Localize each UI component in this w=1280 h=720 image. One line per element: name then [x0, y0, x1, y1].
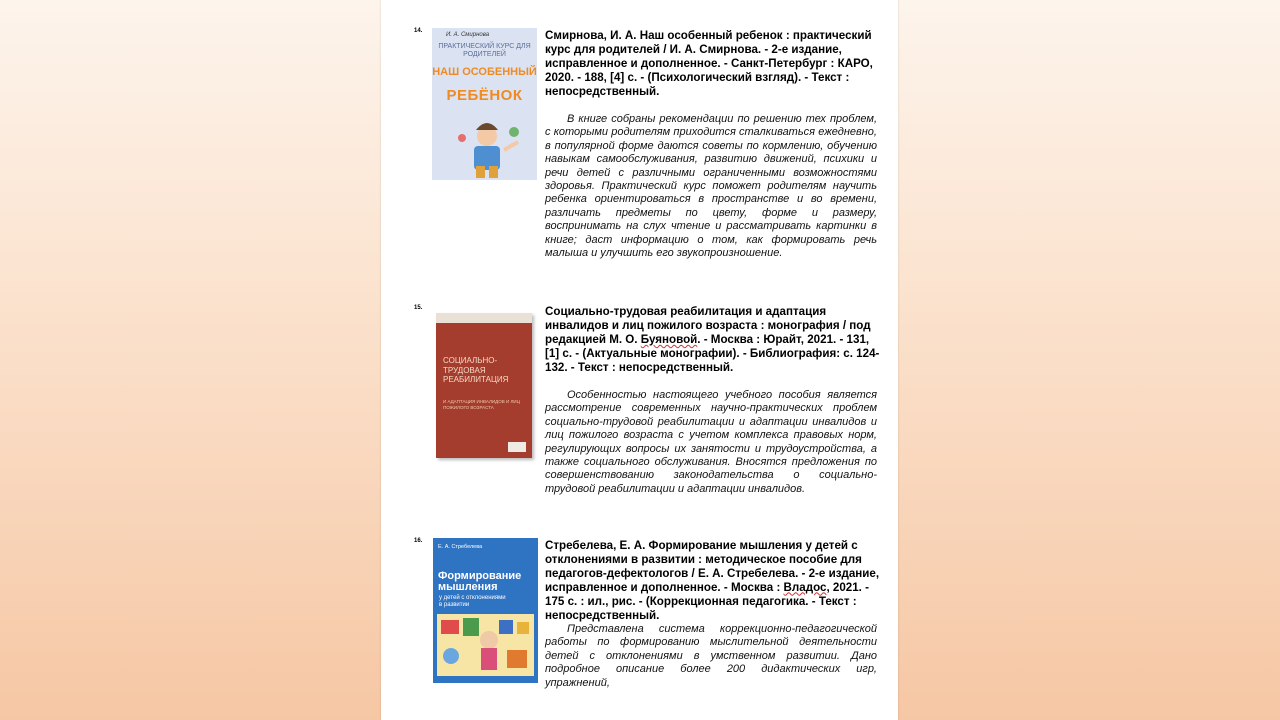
publisher-logo-icon: [508, 442, 526, 452]
cover-author: И. А. Смирнова: [446, 32, 490, 38]
cover-subtitle: ПРАКТИЧЕСКИЙ КУРС ДЛЯ РОДИТЕЛЕЙ: [438, 43, 531, 58]
annotation-text: [545, 113, 877, 260]
entry-number: 14.: [414, 28, 423, 34]
spellcheck-marked-word: Буяновой: [640, 332, 698, 346]
child-illustration-icon: [432, 28, 537, 180]
citation-part: . - Москва : Юрайт, 2021. - 131, [1] с. - (Актуальные монографии). - Библиография: с. 124-132. - Текст : непосредственный.: [545, 332, 880, 374]
cover-title: СОЦИАЛЬНО-ТРУДОВАЯ РЕАБИЛИТАЦИЯ: [443, 356, 509, 384]
cover-band: [436, 313, 532, 323]
cover-subtitle: у детей с отклонениями в развитии: [439, 595, 506, 608]
citation-text: [545, 305, 885, 375]
annotation-body: Представлена система коррекционно-педагогической работы по формированию мыслительной деятельности детей с отклонениями в умственном развитии. Дано подробное описание более 200 дидактических игр, упражнений,: [545, 623, 877, 689]
annotation-body: Особенностью настоящего учебного пособия является рассмотрение современных научно-практических проблем социально-трудовой реабилитации и адаптации инвалидов и лиц пожилого возраста с учетом комплекса правовых норм, регулирующих вопросы их занятости и трудоустройства, а также социального обслуживания. Вносятся предложения по совершенствованию законодательства о социально-трудовой реабилитации и адаптации инвалидов.: [545, 389, 877, 495]
cover-subtitle: И АДАПТАЦИЯ ИНВАЛИДОВ И ЛИЦ ПОЖИЛОГО ВОЗРАСТА: [443, 399, 520, 410]
cover-illustration: [437, 614, 534, 676]
entry-number: 15.: [414, 305, 423, 311]
citation-part: , 2021. - 175 с. : ил., рис. - (Коррекционная педагогика. - Текст : непосредственный.: [545, 580, 869, 622]
toys-illustration-icon: [437, 614, 534, 676]
cover-author: Е. А. Стребелева: [438, 544, 483, 550]
citation-part: Стребелева, Е. А. Формирование мышления у детей с отклонениями в развитии : методическое пособие для педагогов-дефектологов / Е. А. Стребелева. - 2-е издание, исправленное и дополненное. - Москва :: [545, 539, 880, 594]
cover-title-line2: РЕБЁНОК: [446, 87, 523, 104]
book-cover-image: [433, 538, 538, 683]
cover-title-line1: НАШ ОСОБЕННЫЙ: [432, 66, 537, 78]
citation-text: [545, 539, 885, 622]
book-cover-image: [436, 313, 532, 458]
spellcheck-marked-word: Владос: [783, 580, 827, 594]
cover-title: Формирование мышления: [438, 570, 522, 593]
citation-part: Социально-трудовая реабилитация и адаптация инвалидов и лиц пожилого возраста : монография / под редакцией М. О.: [545, 305, 871, 346]
annotation-text: [545, 623, 877, 690]
book-cover-image: [432, 28, 537, 180]
entry-number: 16.: [414, 538, 423, 544]
annotation-text: [545, 389, 877, 496]
citation-text: Смирнова, И. А. Наш особенный ребенок : практический курс для родителей / И. А. Смирнова. - 2-е издание, исправленное и дополненное. - Санкт-Петербург : КАРО, 2020. - 188, [4] с. - (Психологический взгляд). - Текст : непосредственный.: [545, 29, 873, 98]
annotation-body: В книге собраны рекомендации по решению тех проблем, с которыми родителям приходится сталкиваться ежедневно, в популярной форме даются советы по кормлению, обучению навыкам самообслуживания, развитию движений, психики и речи детей с различными ограниченными возможностями здоровья. Практический курс поможет родителям научить ребенка ориентироваться в пространстве и во времени, различать предметы по цвету, форме и размеру, воспринимать на слух чтение и рассматривать картинки в книге; даст информацию о том, как формировать речь малыша и улучшить его звукопроизношение.: [545, 113, 877, 260]
